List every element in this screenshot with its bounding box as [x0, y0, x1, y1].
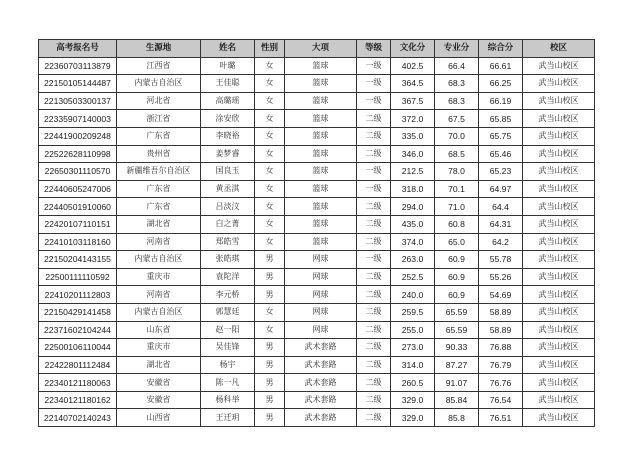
- gender-cell: 女: [255, 110, 285, 128]
- exam-id-cell: 22371602104244: [39, 321, 117, 339]
- gender-cell: 男: [255, 391, 285, 409]
- major-score-cell: 60.9: [435, 251, 479, 269]
- admission-table: [38, 39, 595, 427]
- major-score-cell: 85.84: [435, 391, 479, 409]
- sport-cell: 篮球: [285, 75, 357, 93]
- table-row: [39, 92, 595, 110]
- campus-cell: 武当山校区: [523, 75, 595, 93]
- culture-score-cell: 335.0: [391, 127, 435, 145]
- major-score-cell: 70.1: [435, 180, 479, 198]
- major-score-cell: 67.5: [435, 110, 479, 128]
- level-cell: 二级: [357, 110, 391, 128]
- table-row: [39, 233, 595, 251]
- table-row: [39, 180, 595, 198]
- score-sheet: [38, 39, 595, 427]
- table-row: [39, 251, 595, 269]
- col-header-origin: 生源地: [117, 40, 201, 58]
- table-row: [39, 215, 595, 233]
- name-cell: 李晓裕: [201, 127, 255, 145]
- origin-cell: 内蒙古自治区: [117, 303, 201, 321]
- table-row: [39, 303, 595, 321]
- sport-cell: 网球: [285, 286, 357, 304]
- table-row: [39, 321, 595, 339]
- sport-cell: 网球: [285, 303, 357, 321]
- culture-score-cell: 260.5: [391, 374, 435, 392]
- major-score-cell: 60.9: [435, 286, 479, 304]
- level-cell: 二级: [357, 127, 391, 145]
- origin-cell: 浙江省: [117, 110, 201, 128]
- major-score-cell: 66.4: [435, 57, 479, 75]
- exam-id-cell: 22150204143155: [39, 251, 117, 269]
- gender-cell: 男: [255, 374, 285, 392]
- level-cell: 二级: [357, 233, 391, 251]
- name-cell: 袁陀洋: [201, 268, 255, 286]
- campus-cell: 武当山校区: [523, 163, 595, 181]
- col-header-name: 姓名: [201, 40, 255, 58]
- gender-cell: 女: [255, 145, 285, 163]
- culture-score-cell: 329.0: [391, 409, 435, 427]
- campus-cell: 武当山校区: [523, 110, 595, 128]
- major-score-cell: 91.07: [435, 374, 479, 392]
- table-body: [39, 57, 595, 426]
- total-score-cell: 58.89: [479, 303, 523, 321]
- culture-score-cell: 240.0: [391, 286, 435, 304]
- name-cell: 王佳聪: [201, 75, 255, 93]
- gender-cell: 男: [255, 409, 285, 427]
- exam-id-cell: 22360703113879: [39, 57, 117, 75]
- gender-cell: 男: [255, 268, 285, 286]
- total-score-cell: 64.31: [479, 215, 523, 233]
- exam-id-cell: 22140702140243: [39, 409, 117, 427]
- gender-cell: 女: [255, 180, 285, 198]
- total-score-cell: 65.46: [479, 145, 523, 163]
- campus-cell: 武当山校区: [523, 374, 595, 392]
- sport-cell: 武术套路: [285, 374, 357, 392]
- exam-id-cell: 22150429141458: [39, 303, 117, 321]
- exam-id-cell: 22500106110044: [39, 339, 117, 357]
- culture-score-cell: 252.5: [391, 268, 435, 286]
- origin-cell: 新疆维吾尔自治区: [117, 163, 201, 181]
- campus-cell: 武当山校区: [523, 303, 595, 321]
- sport-cell: 篮球: [285, 233, 357, 251]
- sport-cell: 武术套路: [285, 409, 357, 427]
- total-score-cell: 76.51: [479, 409, 523, 427]
- gender-cell: 男: [255, 356, 285, 374]
- origin-cell: 重庆市: [117, 268, 201, 286]
- origin-cell: 山东省: [117, 321, 201, 339]
- culture-score-cell: 255.0: [391, 321, 435, 339]
- total-score-cell: 64.2: [479, 233, 523, 251]
- level-cell: 二级: [357, 391, 391, 409]
- level-cell: 二级: [357, 303, 391, 321]
- exam-id-cell: 22410201112803: [39, 286, 117, 304]
- header-row: [39, 40, 595, 58]
- campus-cell: 武当山校区: [523, 251, 595, 269]
- origin-cell: 湖北省: [117, 215, 201, 233]
- major-score-cell: 71.0: [435, 198, 479, 216]
- major-score-cell: 85.8: [435, 409, 479, 427]
- level-cell: 二级: [357, 409, 391, 427]
- sport-cell: 网球: [285, 251, 357, 269]
- table-row: [39, 339, 595, 357]
- level-cell: 一级: [357, 251, 391, 269]
- culture-score-cell: 273.0: [391, 339, 435, 357]
- campus-cell: 武当山校区: [523, 127, 595, 145]
- total-score-cell: 58.89: [479, 321, 523, 339]
- sport-cell: 篮球: [285, 198, 357, 216]
- sport-cell: 武术套路: [285, 339, 357, 357]
- name-cell: 赵一阳: [201, 321, 255, 339]
- exam-id-cell: 22410103118160: [39, 233, 117, 251]
- col-header-major-score: 专业分: [435, 40, 479, 58]
- table-row: [39, 374, 595, 392]
- name-cell: 郭慧廷: [201, 303, 255, 321]
- sport-cell: 篮球: [285, 215, 357, 233]
- exam-id-cell: 22440501910060: [39, 198, 117, 216]
- exam-id-cell: 22150105144487: [39, 75, 117, 93]
- table-row: [39, 57, 595, 75]
- col-header-exam-id: 高考报名号: [39, 40, 117, 58]
- name-cell: 白之菁: [201, 215, 255, 233]
- table-row: [39, 356, 595, 374]
- origin-cell: 广东省: [117, 180, 201, 198]
- campus-cell: 武当山校区: [523, 391, 595, 409]
- name-cell: 杨科举: [201, 391, 255, 409]
- sport-cell: 篮球: [285, 127, 357, 145]
- culture-score-cell: 374.0: [391, 233, 435, 251]
- origin-cell: 河南省: [117, 286, 201, 304]
- sport-cell: 网球: [285, 268, 357, 286]
- table-row: [39, 391, 595, 409]
- campus-cell: 武当山校区: [523, 409, 595, 427]
- culture-score-cell: 318.0: [391, 180, 435, 198]
- gender-cell: 男: [255, 286, 285, 304]
- gender-cell: 男: [255, 251, 285, 269]
- sport-cell: 篮球: [285, 180, 357, 198]
- culture-score-cell: 314.0: [391, 356, 435, 374]
- culture-score-cell: 364.5: [391, 75, 435, 93]
- origin-cell: 安徽省: [117, 391, 201, 409]
- name-cell: 李元桥: [201, 286, 255, 304]
- total-score-cell: 66.19: [479, 92, 523, 110]
- total-score-cell: 76.88: [479, 339, 523, 357]
- major-score-cell: 60.9: [435, 268, 479, 286]
- gender-cell: 女: [255, 198, 285, 216]
- culture-score-cell: 367.5: [391, 92, 435, 110]
- origin-cell: 湖北省: [117, 356, 201, 374]
- campus-cell: 武当山校区: [523, 268, 595, 286]
- level-cell: 二级: [357, 145, 391, 163]
- major-score-cell: 65.0: [435, 233, 479, 251]
- exam-id-cell: 22440605247006: [39, 180, 117, 198]
- origin-cell: 广东省: [117, 127, 201, 145]
- table-row: [39, 163, 595, 181]
- origin-cell: 河北省: [117, 92, 201, 110]
- total-score-cell: 55.26: [479, 268, 523, 286]
- gender-cell: 女: [255, 75, 285, 93]
- sport-cell: 网球: [285, 321, 357, 339]
- exam-id-cell: 22522628110998: [39, 145, 117, 163]
- total-score-cell: 64.4: [479, 198, 523, 216]
- name-cell: 杨宇: [201, 356, 255, 374]
- major-score-cell: 68.3: [435, 92, 479, 110]
- culture-score-cell: 294.0: [391, 198, 435, 216]
- level-cell: 二级: [357, 321, 391, 339]
- table-row: [39, 198, 595, 216]
- gender-cell: 女: [255, 303, 285, 321]
- exam-id-cell: 22420107110151: [39, 215, 117, 233]
- level-cell: 二级: [357, 268, 391, 286]
- campus-cell: 武当山校区: [523, 215, 595, 233]
- culture-score-cell: 402.5: [391, 57, 435, 75]
- exam-id-cell: 22340121180063: [39, 374, 117, 392]
- culture-score-cell: 259.5: [391, 303, 435, 321]
- total-score-cell: 76.54: [479, 391, 523, 409]
- col-header-level: 等级: [357, 40, 391, 58]
- campus-cell: 武当山校区: [523, 233, 595, 251]
- campus-cell: 武当山校区: [523, 57, 595, 75]
- sport-cell: 篮球: [285, 163, 357, 181]
- total-score-cell: 54.69: [479, 286, 523, 304]
- culture-score-cell: 212.5: [391, 163, 435, 181]
- campus-cell: 武当山校区: [523, 145, 595, 163]
- name-cell: 叶璐: [201, 57, 255, 75]
- col-header-culture-score: 文化分: [391, 40, 435, 58]
- gender-cell: 女: [255, 127, 285, 145]
- exam-id-cell: 22340121180162: [39, 391, 117, 409]
- name-cell: 陈一凡: [201, 374, 255, 392]
- origin-cell: 广东省: [117, 198, 201, 216]
- origin-cell: 江西省: [117, 57, 201, 75]
- name-cell: 国良玉: [201, 163, 255, 181]
- level-cell: 二级: [357, 286, 391, 304]
- campus-cell: 武当山校区: [523, 339, 595, 357]
- total-score-cell: 55.78: [479, 251, 523, 269]
- total-score-cell: 76.76: [479, 374, 523, 392]
- exam-id-cell: 22650301110570: [39, 163, 117, 181]
- origin-cell: 贵州省: [117, 145, 201, 163]
- major-score-cell: 68.3: [435, 75, 479, 93]
- culture-score-cell: 346.0: [391, 145, 435, 163]
- table-row: [39, 75, 595, 93]
- exam-id-cell: 22500111110592: [39, 268, 117, 286]
- name-cell: 高璐瑶: [201, 92, 255, 110]
- total-score-cell: 65.75: [479, 127, 523, 145]
- level-cell: 二级: [357, 356, 391, 374]
- level-cell: 二级: [357, 339, 391, 357]
- culture-score-cell: 435.0: [391, 215, 435, 233]
- table-row: [39, 286, 595, 304]
- major-score-cell: 87.27: [435, 356, 479, 374]
- gender-cell: 女: [255, 233, 285, 251]
- exam-id-cell: 22335907140003: [39, 110, 117, 128]
- origin-cell: 河南省: [117, 233, 201, 251]
- major-score-cell: 65.59: [435, 321, 479, 339]
- gender-cell: 女: [255, 215, 285, 233]
- exam-id-cell: 22130503300137: [39, 92, 117, 110]
- culture-score-cell: 329.0: [391, 391, 435, 409]
- table-row: [39, 110, 595, 128]
- name-cell: 黄丞淇: [201, 180, 255, 198]
- gender-cell: 女: [255, 57, 285, 75]
- col-header-total-score: 综合分: [479, 40, 523, 58]
- major-score-cell: 68.5: [435, 145, 479, 163]
- col-header-campus: 校区: [523, 40, 595, 58]
- origin-cell: 内蒙古自治区: [117, 251, 201, 269]
- gender-cell: 女: [255, 163, 285, 181]
- total-score-cell: 65.23: [479, 163, 523, 181]
- level-cell: 一级: [357, 92, 391, 110]
- sport-cell: 篮球: [285, 110, 357, 128]
- campus-cell: 武当山校区: [523, 321, 595, 339]
- gender-cell: 男: [255, 339, 285, 357]
- table-row: [39, 145, 595, 163]
- table-row: [39, 268, 595, 286]
- total-score-cell: 66.25: [479, 75, 523, 93]
- major-score-cell: 60.8: [435, 215, 479, 233]
- sport-cell: 武术套路: [285, 391, 357, 409]
- sport-cell: 篮球: [285, 92, 357, 110]
- name-cell: 郑皓雪: [201, 233, 255, 251]
- name-cell: 涂安欣: [201, 110, 255, 128]
- sport-cell: 篮球: [285, 145, 357, 163]
- level-cell: 一级: [357, 57, 391, 75]
- origin-cell: 重庆市: [117, 339, 201, 357]
- origin-cell: 安徽省: [117, 374, 201, 392]
- exam-id-cell: 22441900209248: [39, 127, 117, 145]
- level-cell: 一级: [357, 75, 391, 93]
- sport-cell: 武术套路: [285, 356, 357, 374]
- sport-cell: 篮球: [285, 57, 357, 75]
- level-cell: 一级: [357, 163, 391, 181]
- culture-score-cell: 372.0: [391, 110, 435, 128]
- origin-cell: 山西省: [117, 409, 201, 427]
- name-cell: 王迁玥: [201, 409, 255, 427]
- major-score-cell: 65.59: [435, 303, 479, 321]
- gender-cell: 女: [255, 92, 285, 110]
- campus-cell: 武当山校区: [523, 356, 595, 374]
- origin-cell: 内蒙古自治区: [117, 75, 201, 93]
- col-header-sport: 大项: [285, 40, 357, 58]
- major-score-cell: 70.0: [435, 127, 479, 145]
- campus-cell: 武当山校区: [523, 180, 595, 198]
- gender-cell: 女: [255, 321, 285, 339]
- total-score-cell: 65.85: [479, 110, 523, 128]
- table-row: [39, 409, 595, 427]
- level-cell: 二级: [357, 198, 391, 216]
- campus-cell: 武当山校区: [523, 92, 595, 110]
- table-row: [39, 127, 595, 145]
- campus-cell: 武当山校区: [523, 198, 595, 216]
- total-score-cell: 76.79: [479, 356, 523, 374]
- name-cell: 姜梦睿: [201, 145, 255, 163]
- level-cell: 二级: [357, 374, 391, 392]
- campus-cell: 武当山校区: [523, 286, 595, 304]
- exam-id-cell: 22422801112484: [39, 356, 117, 374]
- name-cell: 吕淡汶: [201, 198, 255, 216]
- culture-score-cell: 263.0: [391, 251, 435, 269]
- col-header-gender: 性别: [255, 40, 285, 58]
- major-score-cell: 90.33: [435, 339, 479, 357]
- total-score-cell: 66.61: [479, 57, 523, 75]
- name-cell: 吴佳锋: [201, 339, 255, 357]
- level-cell: 二级: [357, 215, 391, 233]
- total-score-cell: 64.97: [479, 180, 523, 198]
- level-cell: 一级: [357, 180, 391, 198]
- major-score-cell: 78.0: [435, 163, 479, 181]
- name-cell: 张皓琪: [201, 251, 255, 269]
